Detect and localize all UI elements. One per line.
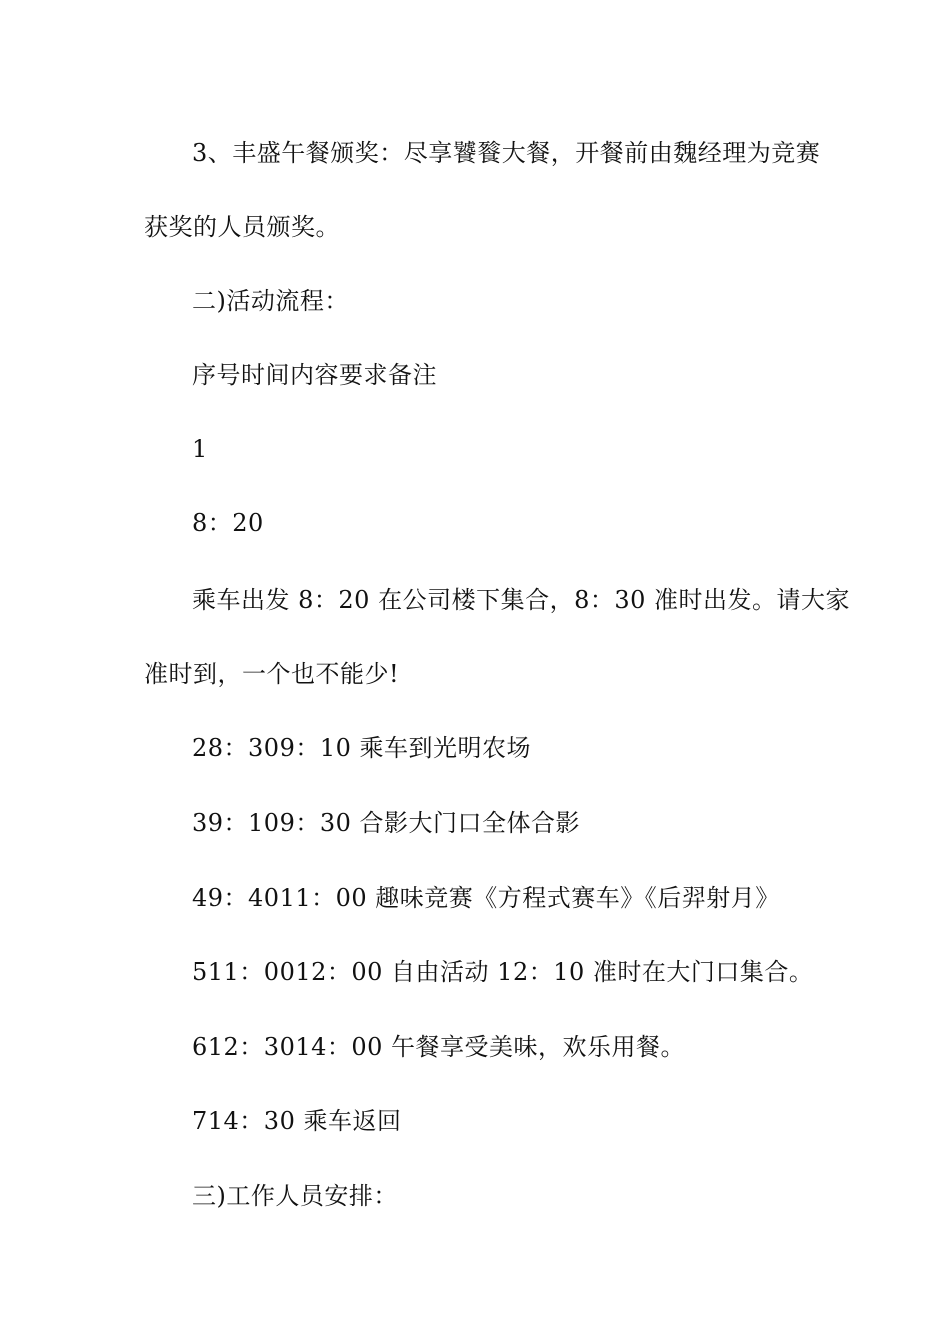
schedule-header: 序号时间内容要求备注 bbox=[192, 361, 437, 389]
schedule-item-6: 612：3014：00 午餐享受美味，欢乐用餐。 bbox=[192, 1033, 686, 1061]
schedule-item-time: 8：20 bbox=[192, 509, 264, 537]
paragraph-lunch-award: 3、丰盛午餐颁奖：尽享饕餮大餐，开餐前由魏经理为竞赛 bbox=[192, 139, 821, 167]
schedule-item-number: 1 bbox=[192, 435, 208, 463]
schedule-item-2: 28：309：10 乘车到光明农场 bbox=[192, 734, 532, 762]
schedule-item-4: 49：4011：00 趣味竞赛《方程式赛车》《后羿射月》 bbox=[192, 884, 780, 912]
schedule-item-departure: 乘车出发 8：20 在公司楼下集合，8：30 准时出发。请大家 bbox=[192, 586, 851, 614]
schedule-item-departure-continued: 准时到，一个也不能少! bbox=[144, 660, 400, 688]
schedule-item-7: 714：30 乘车返回 bbox=[192, 1107, 402, 1135]
section-heading-activity-flow: 二)活动流程： bbox=[192, 287, 349, 315]
schedule-item-5: 511：0012：00 自由活动 12：10 准时在大门口集合。 bbox=[192, 958, 814, 986]
paragraph-lunch-award-continued: 获奖的人员颁奖。 bbox=[144, 213, 340, 241]
section-heading-staff-arrangement: 三)工作人员安排： bbox=[192, 1182, 398, 1210]
schedule-item-3: 39：109：30 合影大门口全体合影 bbox=[192, 809, 581, 837]
